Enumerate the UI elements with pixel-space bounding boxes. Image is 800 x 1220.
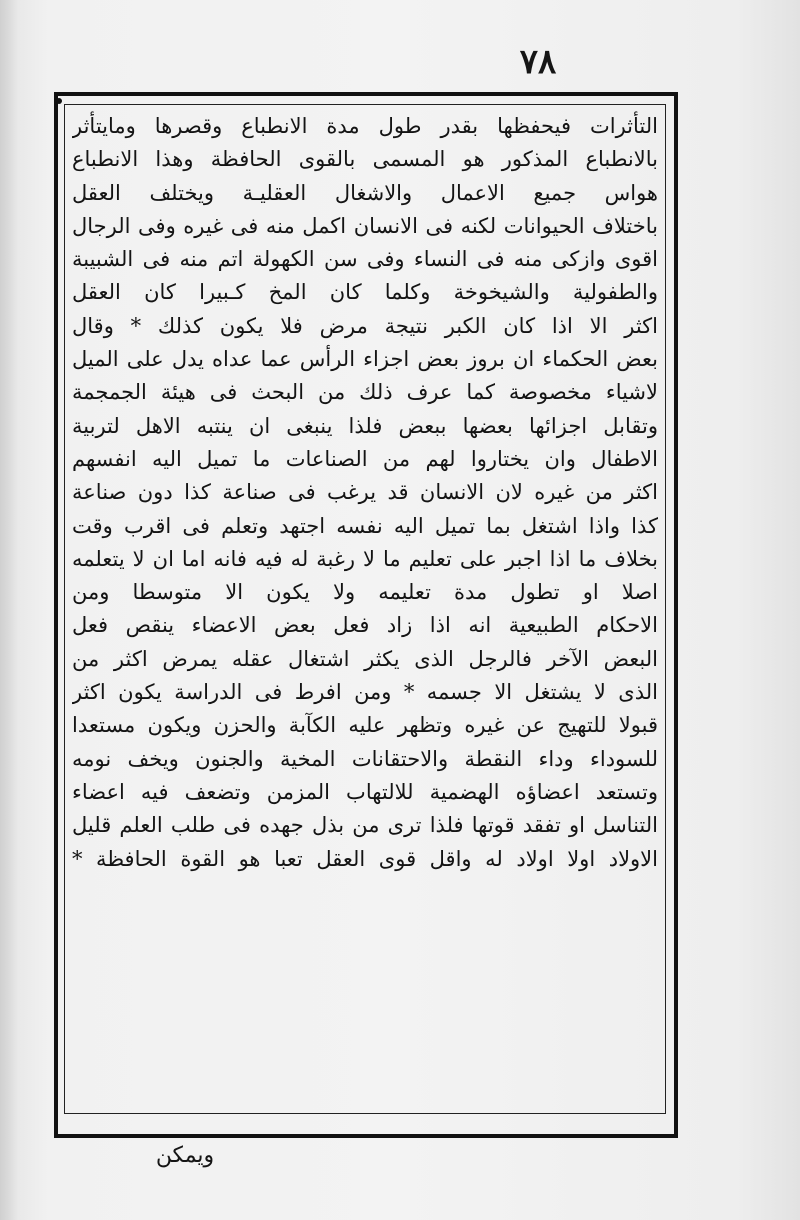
text-line: التناسل او تفقد قوتها فلذا ترى من بذل جهده فى طلب العلم قليل — [72, 813, 658, 838]
page-number: ٧٨ — [519, 42, 557, 82]
text-line: والطفولية والشيخوخة وكلما كان المخ كـبيرا كان العقل — [72, 280, 658, 305]
text-line: باختلاف الحيوانات لكنه فى الانسان اكمل منه فى غيره وفى الرجال — [72, 213, 658, 238]
frame-corner-ornament — [56, 98, 62, 104]
text-line: بخلاف ما اذا اجبر على تعليم ما لا رغبة له فيه فانه اما ان لا يتعلمه — [72, 546, 658, 571]
text-line: التأثرات فيحفظها بقدر طول مدة الانطباع وقصرها ومايتأثر — [72, 114, 658, 138]
text-line: لاشياء مخصوصة كما عرف ذلك من البحث فى هيئة الجمجمة — [72, 380, 658, 405]
text-line: قبولا للتهيج عن غيره وتظهر عليه الكآبة والحزن ويكون مستعدا — [72, 713, 658, 738]
text-line: هواس جميع الاعمال والاشغال العقليـة ويختلف العقل — [72, 180, 658, 205]
text-line: الاولاد اولا اولاد له واقل قوى العقل تعبا هو القوة الحافظة * — [72, 846, 658, 871]
text-line: الاطفال وان يختاروا لهم من الصناعات ما تميل اليه انفسهم — [72, 446, 658, 471]
text-line: الاحكام الطبيعية انه اذا زاد فعل بعض الاعضاء ينقص فعل — [72, 613, 658, 638]
text-line: اصلا او تطول مدة تعليمه ولا يكون الا متوسطا ومن — [72, 580, 658, 605]
text-line: اقوى وازكى منه فى النساء وفى سن الكهولة اتم منه فى الشبيبة — [72, 247, 658, 272]
text-line: اكثر من غيره لان الانسان قد يرغب فى صناعة كذا دون صناعة — [72, 480, 658, 505]
page-gutter-shadow — [0, 0, 18, 1220]
text-line: البعض الآخر فالرجل الذى يكثر اشتغال عقله يمرض اكثر من — [72, 646, 658, 671]
text-line: بالانطباع المذكور هو المسمى بالقوى الحافظة وهذا الانطباع — [72, 147, 658, 172]
catchword: ويمكن — [155, 1143, 215, 1168]
text-line: كذا واذا اشتغل بما تميل اليه نفسه اجتهد وتعلم فى اقرب وقت — [72, 513, 658, 538]
text-line: للسوداء وداء النقطة والاحتقانات المخية والجنون ويخف نومه — [72, 746, 658, 771]
text-line: اكثر الا اذا كان الكبر نتيجة مرض فلا يكون كذلك * وقال — [72, 313, 658, 338]
text-line: الذى لا يشتغل الا جسمه * ومن افرط فى الدراسة يكون اكثر — [72, 680, 658, 705]
main-text-block — [72, 110, 658, 1110]
text-line: وتستعد اعضاؤه الهضمية للالتهاب المزمن وتضعف فيه اعضاء — [72, 779, 658, 804]
text-line: بعض الحكماء ان بروز بعض اجزاء الرأس عما عداه يدل على الميل — [72, 347, 658, 372]
text-line: وتقابل اجزائها بعضها ببعض فلذا ينبغى ان ينتبه الاهل لتربية — [72, 413, 658, 438]
